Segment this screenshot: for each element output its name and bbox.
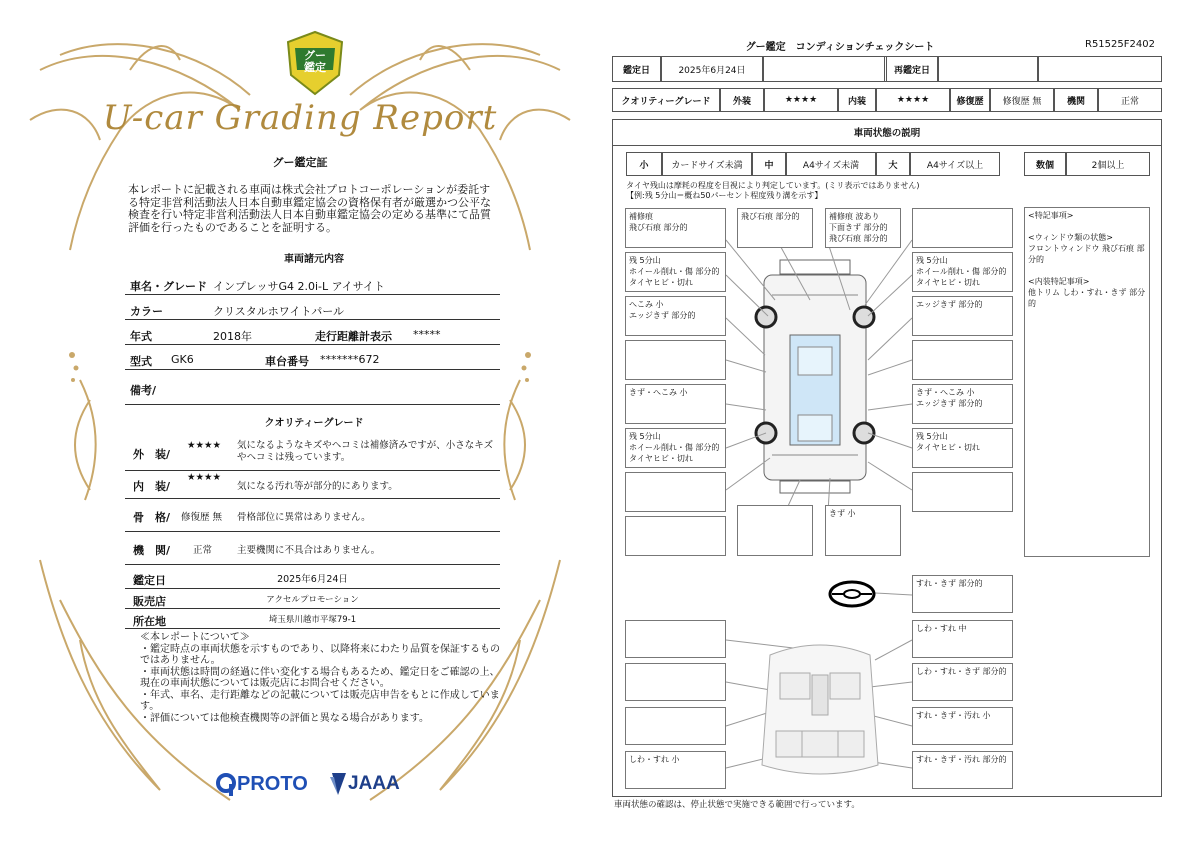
- repair-value: 修復歴 無: [990, 88, 1054, 112]
- engine-label: 機関: [1054, 88, 1098, 112]
- size-small-key: 小: [626, 152, 662, 176]
- grade-stars: ★★★★: [187, 472, 222, 483]
- note-box: しわ・すれ 中: [912, 620, 1013, 658]
- spec-row-remarks: [125, 374, 500, 405]
- note-box: [625, 663, 726, 701]
- note-box: エッジきず 部分的: [912, 296, 1013, 336]
- info-row-address: [125, 608, 500, 629]
- odometer-label: 走行距離計表示: [315, 330, 392, 343]
- grade-row-frame: [125, 499, 500, 532]
- note-box: しわ・すれ 小: [625, 751, 726, 789]
- note-box: すれ・きず 部分的: [912, 575, 1013, 613]
- note-item: ・鑑定時点の車両状態を示すものであり、以降将来にわたり品質を保証するものではありません。: [140, 643, 500, 666]
- info-label: 鑑定日: [133, 574, 166, 587]
- engine-value: 正常: [1098, 88, 1162, 112]
- car-name-value: インプレッサG4 2.0i-L アイサイト: [213, 280, 385, 293]
- grade-text: 骨格部位に異常はありません。: [237, 512, 371, 523]
- exterior-label: 外装: [720, 88, 764, 112]
- chassis-value: *******672: [320, 353, 380, 366]
- note-box: [912, 472, 1013, 512]
- note-box: 残 5分山 ホイール削れ・傷 部分的 タイヤヒビ・切れ: [625, 428, 726, 468]
- repair-label: 修復歴: [950, 88, 990, 112]
- quality-label: クオリティーグレード: [612, 88, 720, 112]
- spec-heading: 車両諸元内容: [284, 254, 344, 265]
- jaaa-text: JAAA: [348, 773, 400, 794]
- note-box: きず・へこみ 小: [625, 384, 726, 424]
- proto-logo: [215, 770, 308, 798]
- note-box: すれ・きず・汚れ 小: [912, 707, 1013, 745]
- grade-stars: ★★★★: [187, 440, 222, 451]
- spec-row-color: [125, 295, 500, 320]
- note-box: へこみ 小 エッジきず 部分的: [625, 296, 726, 336]
- grade-text: 主要機関に不具合はありません。: [237, 545, 381, 556]
- interior-value: ★★★★: [876, 88, 950, 112]
- size-large-key: 大: [876, 152, 910, 176]
- grade-text: 気になる汚れ等が部分的にあります。: [237, 481, 398, 492]
- note-box: きず 小: [825, 505, 901, 556]
- grade-stars: 正常: [193, 545, 213, 556]
- count-value: 2個以上: [1066, 152, 1150, 176]
- grade-stars: 修復歴 無: [181, 512, 223, 523]
- report-title: U-car Grading Report: [102, 98, 498, 138]
- sheet-footer: 車両状態の確認は、停止状態で実施できる範囲で行っています。: [614, 800, 860, 810]
- grade-label: 骨 格/: [133, 511, 171, 524]
- year-label: 年式: [130, 330, 152, 343]
- remarks-label: 備考/: [130, 384, 157, 397]
- color-label: カラー: [130, 305, 163, 318]
- steering-wheel-icon: [826, 578, 878, 610]
- note-box: [625, 340, 726, 380]
- info-row-date: [125, 566, 500, 589]
- odometer-value: *****: [413, 328, 441, 341]
- note-item: ・年式、車名、走行距離などの記載については販売店申告をもとに作成しています。: [140, 689, 500, 712]
- size-medium-value: A4サイズ未満: [786, 152, 876, 176]
- info-label: 販売店: [133, 595, 166, 608]
- note-box: [625, 620, 726, 658]
- sheet-title: グー鑑定 コンディションチェックシート: [745, 42, 935, 53]
- spec-row-name: [125, 270, 500, 295]
- tire-example: 【例:残 5分山＝概ね50パーセント程度残り溝を示す】: [626, 191, 823, 200]
- special-notes: <特記事項> <ウィンドウ類の状態> フロントウィンドウ 飛び石痕 部分的 <内装特記事項> 他トリム しわ・すれ・きず 部分的: [1024, 207, 1150, 557]
- info-value: 埼玉県川越市平塚79-1: [268, 615, 357, 625]
- note-box: [737, 505, 813, 556]
- model-label: 型式: [130, 355, 152, 368]
- note-item: ・車両状態は時間の経過に伴い変化する場合もあるため、鑑定日をご確認の上、現在の車両状態については販売店にお問合せください。: [140, 666, 500, 689]
- chassis-label: 車台番号: [265, 355, 309, 368]
- grade-row-engine: [125, 532, 500, 565]
- note-box: しわ・すれ・きず 部分的: [912, 663, 1013, 701]
- certificate-intro: 本レポートに記載される車両は株式会社プロトコーポレーションが委託する特定非営利活動法人日本自動車鑑定協会の資格保有者が厳選かつ公平な検査を行い特定非営利活動法人日本自動車鑑定協会の定める基準にて品質評価を行ったものであることを証明する。: [128, 184, 491, 234]
- jaaa-logo: [328, 770, 400, 798]
- condition-check-sheet: [600, 0, 1200, 848]
- note-box: すれ・きず・汚れ 部分的: [912, 751, 1013, 789]
- proto-text: PROTO: [237, 772, 308, 795]
- info-row-dealer: [125, 588, 500, 609]
- note-box: 飛び石痕 部分的: [737, 208, 813, 248]
- note-box: 補修痕 飛び石痕 部分的: [625, 208, 726, 248]
- size-medium-key: 中: [752, 152, 786, 176]
- note-box: [625, 516, 726, 556]
- note-box: [912, 208, 1013, 248]
- note-box: 残 5分山 タイヤヒビ・切れ: [912, 428, 1013, 468]
- grade-row-interior: [125, 470, 500, 499]
- proto-icon: [215, 772, 237, 796]
- sheet-code: R51525F2402: [1085, 39, 1155, 50]
- grade-label: 内 装/: [133, 480, 171, 493]
- note-item: ・評価については他検査機関等の評価と異なる場合があります。: [140, 712, 429, 724]
- condition-heading: 車両状態の説明: [612, 119, 1162, 146]
- car-interior-diagram: [750, 635, 890, 785]
- grade-heading: クオリティーグレード: [264, 418, 364, 429]
- goo-kantei-logo: [285, 30, 345, 96]
- grade-row-exterior: [125, 434, 500, 471]
- note-box: 残 5分山 ホイール削れ・傷 部分的 タイヤヒビ・切れ: [625, 252, 726, 292]
- report-notes: [140, 632, 500, 724]
- color-value: クリスタルホワイトパール: [213, 305, 345, 318]
- spec-row-model: [125, 345, 500, 370]
- note-box: [912, 340, 1013, 380]
- size-small-value: カードサイズ未満: [662, 152, 752, 176]
- count-label: 数個: [1024, 152, 1066, 176]
- grade-label: 外 装/: [133, 448, 171, 461]
- redate-label: 再鑑定日: [886, 56, 938, 82]
- grade-label: 機 関/: [133, 544, 171, 557]
- logo-text: グー 鑑定: [304, 49, 326, 74]
- note-box: [625, 707, 726, 745]
- car-name-label: 車名・グレード: [130, 280, 207, 293]
- info-label: 所在地: [133, 615, 166, 628]
- note-box: 補修痕 波あり 下面きず 部分的 飛び石痕 部分的: [825, 208, 901, 248]
- note-box: [625, 472, 726, 512]
- date-value: 2025年6月24日: [661, 56, 763, 82]
- notes-title: ≪本レポートについて≫: [140, 632, 250, 643]
- info-value: アクセルプロモーション: [266, 595, 359, 605]
- date-label: 鑑定日: [612, 56, 661, 82]
- note-box: きず・へこみ 小 エッジきず 部分的: [912, 384, 1013, 424]
- spec-row-year: [125, 320, 500, 345]
- grade-text: 気になるようなキズやヘコミは補修済みですが、小さなキズやヘコミは残っています。: [237, 440, 494, 463]
- tire-note: タイヤ残山は摩耗の程度を目視により判定しています。(ミリ表示ではありません): [626, 181, 920, 190]
- info-value: 2025年6月24日: [277, 574, 348, 585]
- interior-label: 内装: [838, 88, 876, 112]
- jaaa-icon: [328, 771, 348, 797]
- exterior-value: ★★★★: [764, 88, 838, 112]
- certificate-heading: グー鑑定証: [272, 156, 328, 169]
- note-box: 残 5分山 ホイール削れ・傷 部分的 タイヤヒビ・切れ: [912, 252, 1013, 292]
- year-value: 2018年: [213, 330, 252, 343]
- model-value: GK6: [171, 353, 194, 366]
- size-large-value: A4サイズ以上: [910, 152, 1000, 176]
